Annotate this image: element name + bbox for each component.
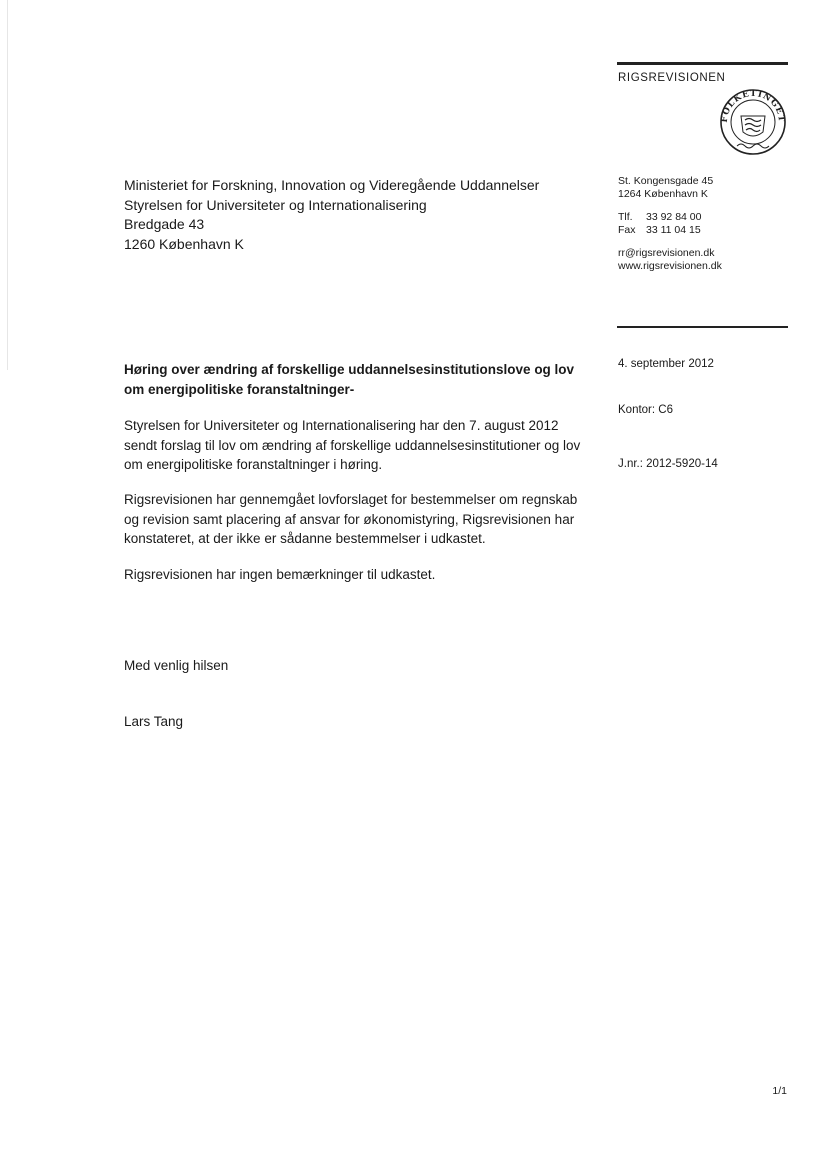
paragraph-3: Rigsrevisionen har ingen bemærkninger til udkastet.: [124, 567, 436, 582]
sender-fax: [618, 224, 722, 237]
fax-label: Fax: [618, 224, 636, 236]
page-number: 1/1: [772, 1085, 787, 1097]
sender-email: rr@rigsrevisionen.dk: [618, 247, 715, 259]
recipient-street: Bredgade 43: [124, 216, 205, 232]
office-code: Kontor: C6: [618, 404, 673, 416]
journal-number: J.nr.: 2012-5920-14: [618, 458, 718, 470]
scan-edge-line: [7, 0, 8, 370]
recipient-agency: Styrelsen for Universiteter og Internationalisering: [124, 196, 427, 213]
sender-contact-block: [618, 175, 722, 273]
fax-number: 33 11 04 15: [646, 224, 701, 236]
sender-website: www.rigsrevisionen.dk: [618, 260, 722, 272]
signatory-name: Lars Tang: [124, 714, 184, 729]
sender-city: 1264 København K: [618, 188, 708, 200]
sender-street: St. Kongensgade 45: [618, 175, 714, 187]
paragraph-1: Styrelsen for Universiteter og Internationalisering har den 7. august 2012 sendt forslag til lov om ændring af forskellige uddannelsesinstitutioner og lov om energipolitiske foranstaltninger i høring.: [124, 418, 581, 472]
recipient-address: [124, 176, 539, 254]
closing-phrase: Med venlig hilsen: [124, 658, 229, 673]
letter-subject: Høring over ændring af forskellige uddannelsesinstitutionslove og lov om energipolitiske foranstaltninger-: [124, 362, 575, 397]
sender-phone: [618, 211, 722, 224]
phone-label: Tlf.: [618, 211, 633, 223]
phone-number: 33 92 84 00: [646, 211, 702, 223]
header-rule: [617, 62, 788, 65]
recipient-ministry: Ministeriet for Forskning, Innovation og Videregående Uddannelser: [124, 177, 540, 193]
folketinget-seal-logo: [719, 88, 787, 156]
organization-name: RIGSREVISIONEN: [618, 72, 726, 84]
svg-text:FOLKETINGET: FOLKETINGET: [719, 88, 787, 124]
recipient-city: 1260 København K: [124, 235, 244, 252]
paragraph-2: Rigsrevisionen har gennemgået lovforslaget for bestemmelser om regnskab og revision samt placering af ansvar for økonomistyring, Rigsrevisionen har konstateret, at der ikke er sådanne bestemmelser i udkastet.: [124, 492, 578, 546]
side-rule: [617, 326, 788, 328]
letter-date: 4. september 2012: [618, 358, 714, 370]
